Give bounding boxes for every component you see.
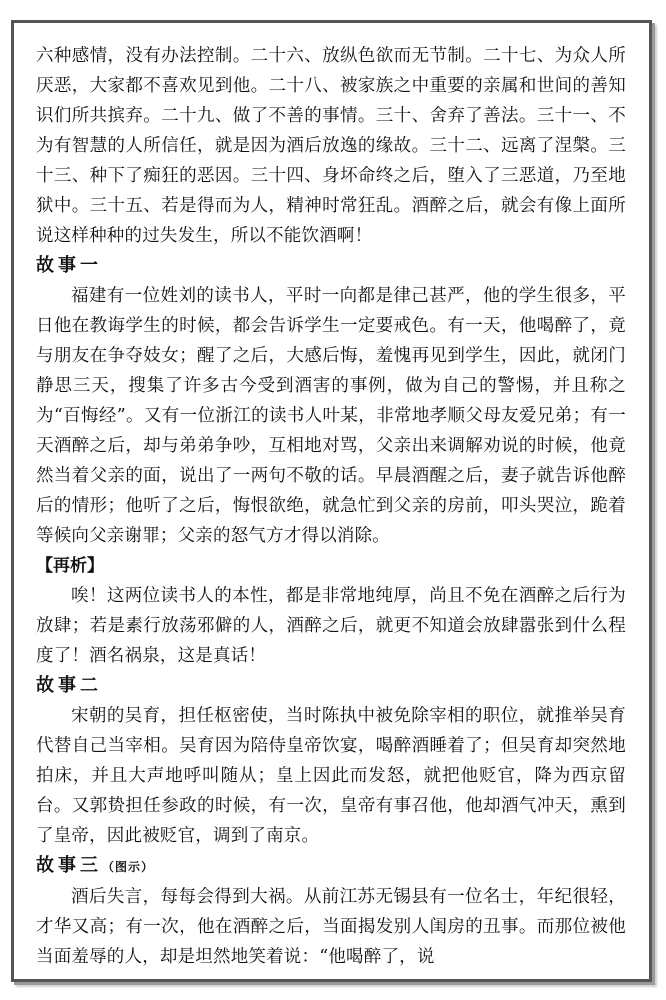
story2-paragraph: 宋朝的吴育，担任枢密使，当时陈执中被免除宰相的职位，就推举吴育代替自己当宰相。吴育因为陪侍皇帝饮宴，喝醉酒睡着了；但吴育却突然地拍床，并且大声地呼叫随从；皇上因此而发怒，就把他贬官，降为西京留台。又郭贽担任参政的时候，有一次，皇帝有事召他，他却酒气冲天，熏到了皇帝，因此被贬官，调到了南京。 — [36, 706, 626, 846]
story3-paragraph: 酒后失言，每每会得到大祸。从前江苏无锡县有一位名士，年纪很轻，才华又高；有一次，他在酒醉之后，当面揭发别人闺房的丑事。而那位被他当面羞辱的人，却是坦然地笑着说：“他喝醉了，说 — [36, 887, 626, 967]
analysis-heading: 【再析】 — [36, 556, 104, 576]
analysis-paragraph: 唉！这两位读书人的本性，都是非常地纯厚，尚且不免在酒醉之后行为放肆；若是素行放荡邪僻的人，酒醉之后，就更不知道会放肆嚣张到什么程度了！酒名祸泉，这是真话！ — [36, 586, 626, 666]
story3-heading: 故事三 — [36, 855, 102, 876]
page-frame — [11, 20, 652, 982]
story3-heading-row — [36, 851, 626, 882]
story1-paragraph: 福建有一位姓刘的读书人，平时一向都是律己甚严，他的学生很多，平日他在教诲学生的时候，都会告诉学生一定要戒色。有一天，他喝醉了，竟与朋友在争夺妓女；醒了之后，大感后悔，羞愧再见到学生，因此，就闭门静思三天，搜集了许多古今受到酒害的事例，做为自己的警惕，并且称之为“百悔经”。又有一位浙江的读书人叶某，非常地孝顺父母友爱兄弟；有一天酒醉之后，却与弟弟争吵，互相地对骂，父亲出来调解劝说的时候，他竟然当着父亲的面，说出了一两句不敬的话。早晨酒醒之后，妻子就告诉他醉后的情形；他听了之后，悔恨欲绝，就急忙到父亲的房前，叩头哭泣，跪着等候向父亲谢罪；父亲的怒气方才得以消除。 — [36, 286, 626, 546]
page-content — [36, 41, 626, 972]
story2-heading: 故事二 — [36, 675, 102, 696]
intro-paragraph: 六种感情，没有办法控制。二十六、放纵色欲而无节制。二十七、为众人所厌恶，大家都不喜欢见到他。二十八、被家族之中重要的亲属和世间的善知识们所共摈弃。二十九、做了不善的事情。三十、舍弃了善法。三十一、不为有智慧的人所信任，就是因为酒后放逸的缘故。三十二、远离了涅槃。三十三、种下了痴狂的恶因。三十四、身坏命终之后，堕入了三恶道，乃至地狱中。三十五、若是得而为人，精神时常狂乱。酒醉之后，就会有像上面所说这样种种的过失发生，所以不能饮酒啊！ — [36, 46, 626, 246]
story1-heading: 故事一 — [36, 255, 102, 276]
story3-heading-note: （图示） — [102, 860, 155, 874]
